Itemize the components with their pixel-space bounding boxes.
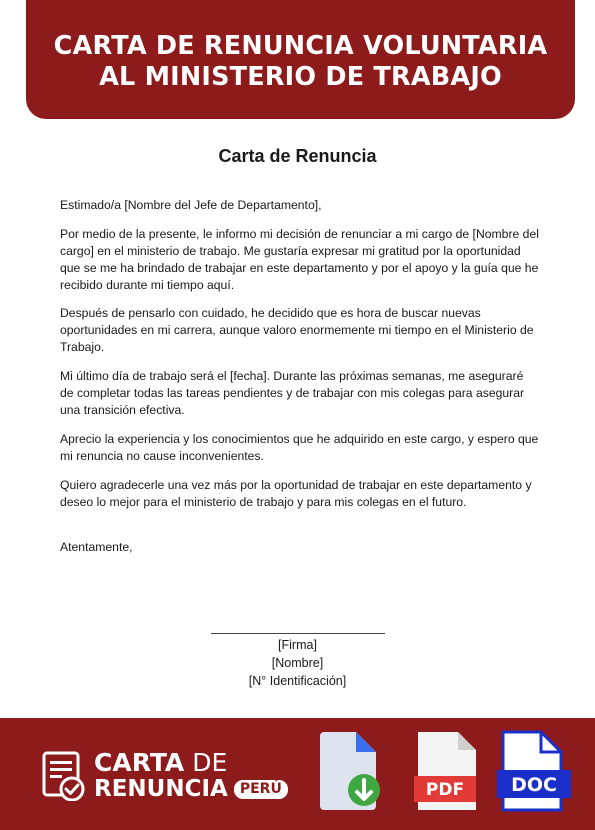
signature-identificacion: [N° Identificación] <box>248 674 347 688</box>
banner-title-line2: AL MINISTERIO DE TRABAJO <box>99 61 502 92</box>
document-check-icon <box>42 751 86 801</box>
header-banner <box>26 0 575 119</box>
doc-file-icon[interactable] <box>497 730 573 814</box>
peru-badge: PERÚ <box>234 780 288 799</box>
letter-paragraph-1: Por medio de la presente, le informo mi decisión de renunciar a mi cargo de [Nombre del cargo] en el ministerio de trabajo. Me gustaría expresar mi gratitud por la oportunidad que se me ha brindado de trabajar en este departamento y por el apoyo y la guía que he recibido durante mi tiempo aquí. <box>60 227 539 292</box>
letter-closing: Atentamente, <box>60 540 133 554</box>
pdf-label: PDF <box>425 780 465 800</box>
letter-greeting: Estimado/a [Nombre del Jefe de Departamento], <box>60 198 322 212</box>
letter-paragraph-5: Quiero agradecerle una vez más por la oportunidad de trabajar en este departamento y deseo lo mejor para el ministerio de trabajo y para mis colegas en el futuro. <box>60 478 532 509</box>
letter-paragraph-4: Aprecio la experiencia y los conocimientos que he adquirido en este cargo, y espero que mi renuncia no cause inconvenientes. <box>60 432 539 463</box>
banner-title-line1: CARTA DE RENUNCIA VOLUNTARIA <box>53 30 548 61</box>
download-file-icon[interactable] <box>318 730 382 814</box>
signature-firma: [Firma] <box>278 638 317 652</box>
footer-bar <box>0 718 595 830</box>
brand-logo[interactable] <box>42 748 302 808</box>
brand-word-carta: CARTA <box>94 748 185 777</box>
signature-line <box>211 633 385 634</box>
pdf-file-icon[interactable] <box>414 730 478 812</box>
signature-nombre: [Nombre] <box>271 656 324 670</box>
brand-word-de: DE <box>192 748 228 777</box>
letter-title: Carta de Renuncia <box>218 146 377 166</box>
letter-paragraph-2: Después de pensarlo con cuidado, he decidido que es hora de buscar nuevas oportunidades en mi carrera, aunque valoro enormemente mi tiempo en el Ministerio de Trabajo. <box>60 306 534 354</box>
brand-word-renuncia: RENUNCIA <box>94 776 228 802</box>
letter-paragraph-3: Mi último día de trabajo será el [fecha]. Durante las próximas semanas, me aseguraré de completar todas las tareas pendientes y de trabajar con mis colegas para asegurar una transición efectiva. <box>60 369 525 417</box>
doc-label: DOC <box>511 774 557 796</box>
signature-block <box>0 633 595 690</box>
